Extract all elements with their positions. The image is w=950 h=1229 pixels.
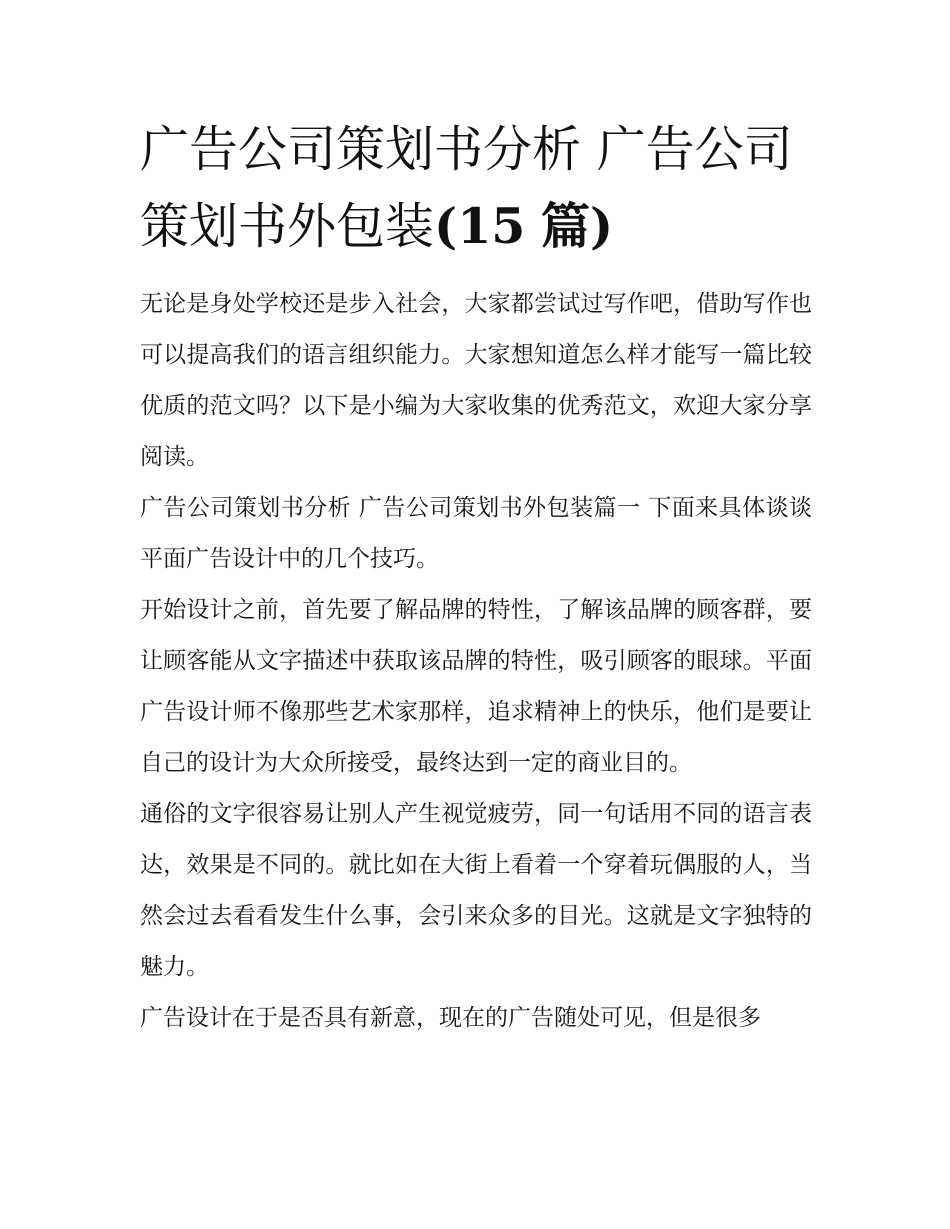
paragraph-wording: 通俗的文字很容易让别人产生视觉疲劳，同一句话用不同的语言表达，效果是不同的。就比如在大街上看着一个穿着玩偶服的人，当然会过去看看发生什么事，会引来众多的目光。这就是文字独特的魅力。 (140, 801, 812, 980)
paragraph-section-heading: 广告公司策划书分析 广告公司策划书外包装篇一 下面来具体谈谈平面广告设计中的几个技巧。 (140, 495, 812, 572)
title-line-1: 广告公司策划书分析 广告公司 (140, 121, 793, 178)
paragraph-intro: 无论是身处学校还是步入社会，大家都尝试过写作吧，借助写作也可以提高我们的语言组织能力。大家想知道怎么样才能写一篇比较优质的范文吗？以下是小编为大家收集的优秀范文，欢迎大家分享阅读。 (140, 291, 812, 470)
title-count-end: 篇) (540, 197, 614, 255)
title-count: (15 (434, 197, 526, 255)
paragraph-novelty: 广告设计在于是否具有新意，现在的广告随处可见，但是很多 (140, 1005, 761, 1031)
document-page (140, 112, 812, 1044)
document-title (140, 112, 812, 265)
title-line-2: 策划书外包装 (140, 198, 435, 255)
paragraph-brand: 开始设计之前，首先要了解品牌的特性，了解该品牌的顾客群，要让顾客能从文字描述中获取该品牌的特性，吸引顾客的眼球。平面广告设计师不像那些艺术家那样，追求精神上的快乐，他们是要让自己的设计为大众所接受，最终达到一定的商业目的。 (140, 597, 812, 776)
